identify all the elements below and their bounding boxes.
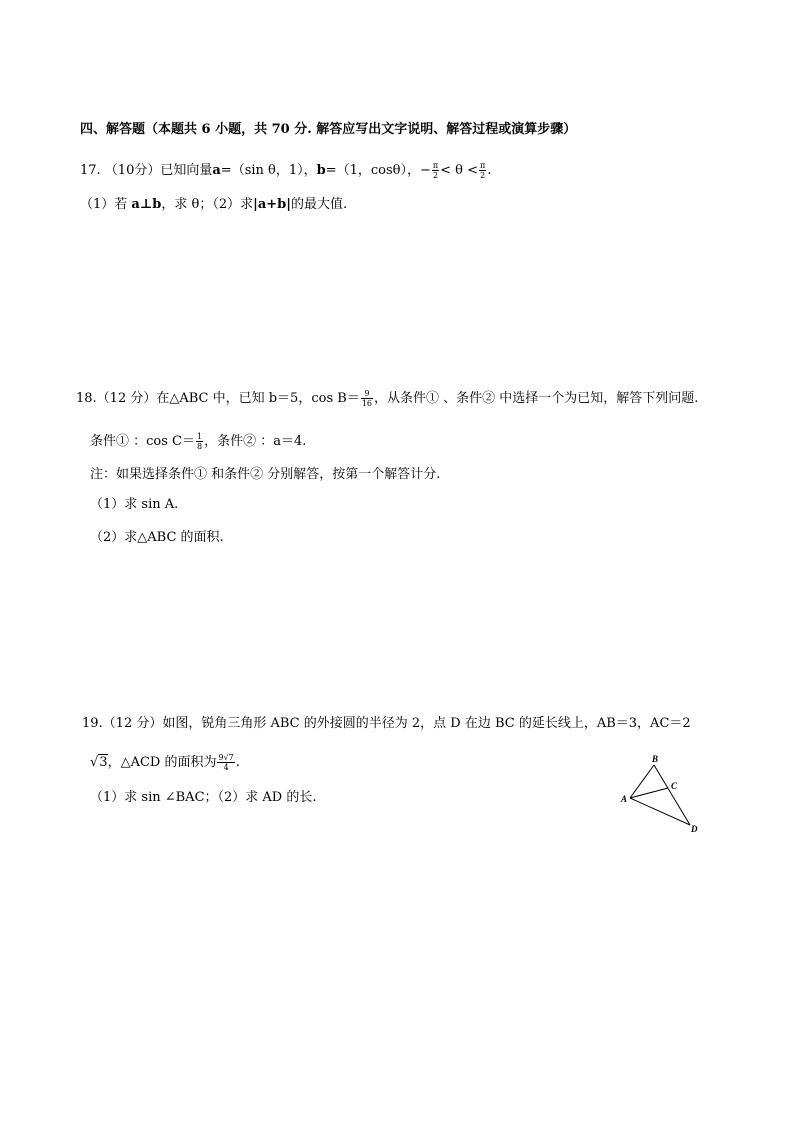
cosc-fraction — [196, 432, 203, 451]
q19-parts: （1）求 sin ∠BAC；（2）求 AD 的长. — [90, 790, 317, 805]
frac-num: 1 — [197, 432, 203, 441]
frac-den: 8 — [197, 442, 203, 451]
q19-stem-line2-end: . — [235, 755, 240, 770]
frac-den: 2 — [480, 171, 486, 180]
q18-stem-suffix: ，从条件① 、条件② 中选择一个为已知，解答下列问题. — [374, 391, 699, 406]
segment-ad — [630, 798, 690, 825]
q17-stem — [80, 161, 491, 180]
q17-part2-expr: |a+b| — [253, 197, 292, 212]
q18-part1: （1）求 sin A. — [90, 497, 179, 512]
pi-over-2-fraction — [479, 161, 486, 180]
q18-stem — [76, 389, 698, 408]
q18-stem-prefix: 18.（12 分）在△ABC 中，已知 b＝5，cos B＝ — [76, 391, 360, 406]
q17-stem-mid1: =（sin θ，1）， — [220, 163, 317, 178]
q17-stem-prefix: 17. （10分）已知向量 — [80, 163, 213, 178]
q18-conditions — [90, 432, 306, 451]
frac-num: π — [480, 161, 486, 170]
sqrt-symbol: √ — [90, 755, 99, 770]
frac-den: 4 — [223, 763, 229, 772]
q19-stem-line1: 19.（12 分）如图，锐角三角形 ABC 的外接圆的半径为 2，点 D 在边 BC 的延长线上，AB＝3，AC＝2 — [82, 716, 691, 731]
area-fraction — [217, 753, 234, 772]
vector-b: b — [316, 163, 326, 178]
label-d: D — [691, 824, 698, 834]
label-b: B — [652, 754, 659, 764]
q17-stem-mid2: =（1，cosθ），− — [325, 163, 431, 178]
frac-den: 16 — [361, 399, 372, 408]
pi-over-2-fraction — [432, 161, 439, 180]
q18-cond-suffix: ，条件② ：a＝4. — [204, 434, 307, 449]
q17-parts — [80, 197, 347, 213]
frac-num: π — [432, 161, 439, 170]
frac-num: 9 — [361, 389, 373, 399]
q17-stem-mid3: < θ < — [440, 163, 479, 178]
sqrt-value: 3 — [99, 755, 108, 770]
label-c: C — [671, 781, 678, 791]
label-a: A — [621, 794, 628, 804]
q17-part2-suffix: 的最大值. — [291, 197, 348, 212]
q18-part2: （2）求△ABC 的面积. — [90, 530, 224, 545]
q18-cond-prefix: 条件① ：cos C＝ — [90, 434, 195, 449]
q17-stem-end: . — [487, 163, 492, 178]
q19-stem-line2 — [90, 753, 240, 772]
frac-num: 9√7 — [218, 753, 234, 762]
triangle-diagram — [618, 748, 708, 838]
q18-note: 注：如果选择条件① 和条件② 分别解答，按第一个解答计分. — [90, 467, 441, 482]
q17-part1-suffix: ，求 θ；（2）求 — [161, 197, 254, 212]
vector-a: a — [212, 163, 221, 178]
q17-part1-expr: a⊥b — [131, 197, 162, 212]
segment-bd — [654, 765, 690, 825]
frac-den: 2 — [432, 171, 439, 180]
q19-stem-line2-mid: ，△ACD 的面积为 — [107, 755, 217, 770]
section-heading: 四、解答题（本题共 6 小题，共 70 分. 解答应写出文字说明、解答过程或演算步骤） — [80, 122, 577, 137]
cosb-fraction — [361, 389, 373, 408]
q17-part1-prefix: （1）若 — [80, 197, 132, 212]
